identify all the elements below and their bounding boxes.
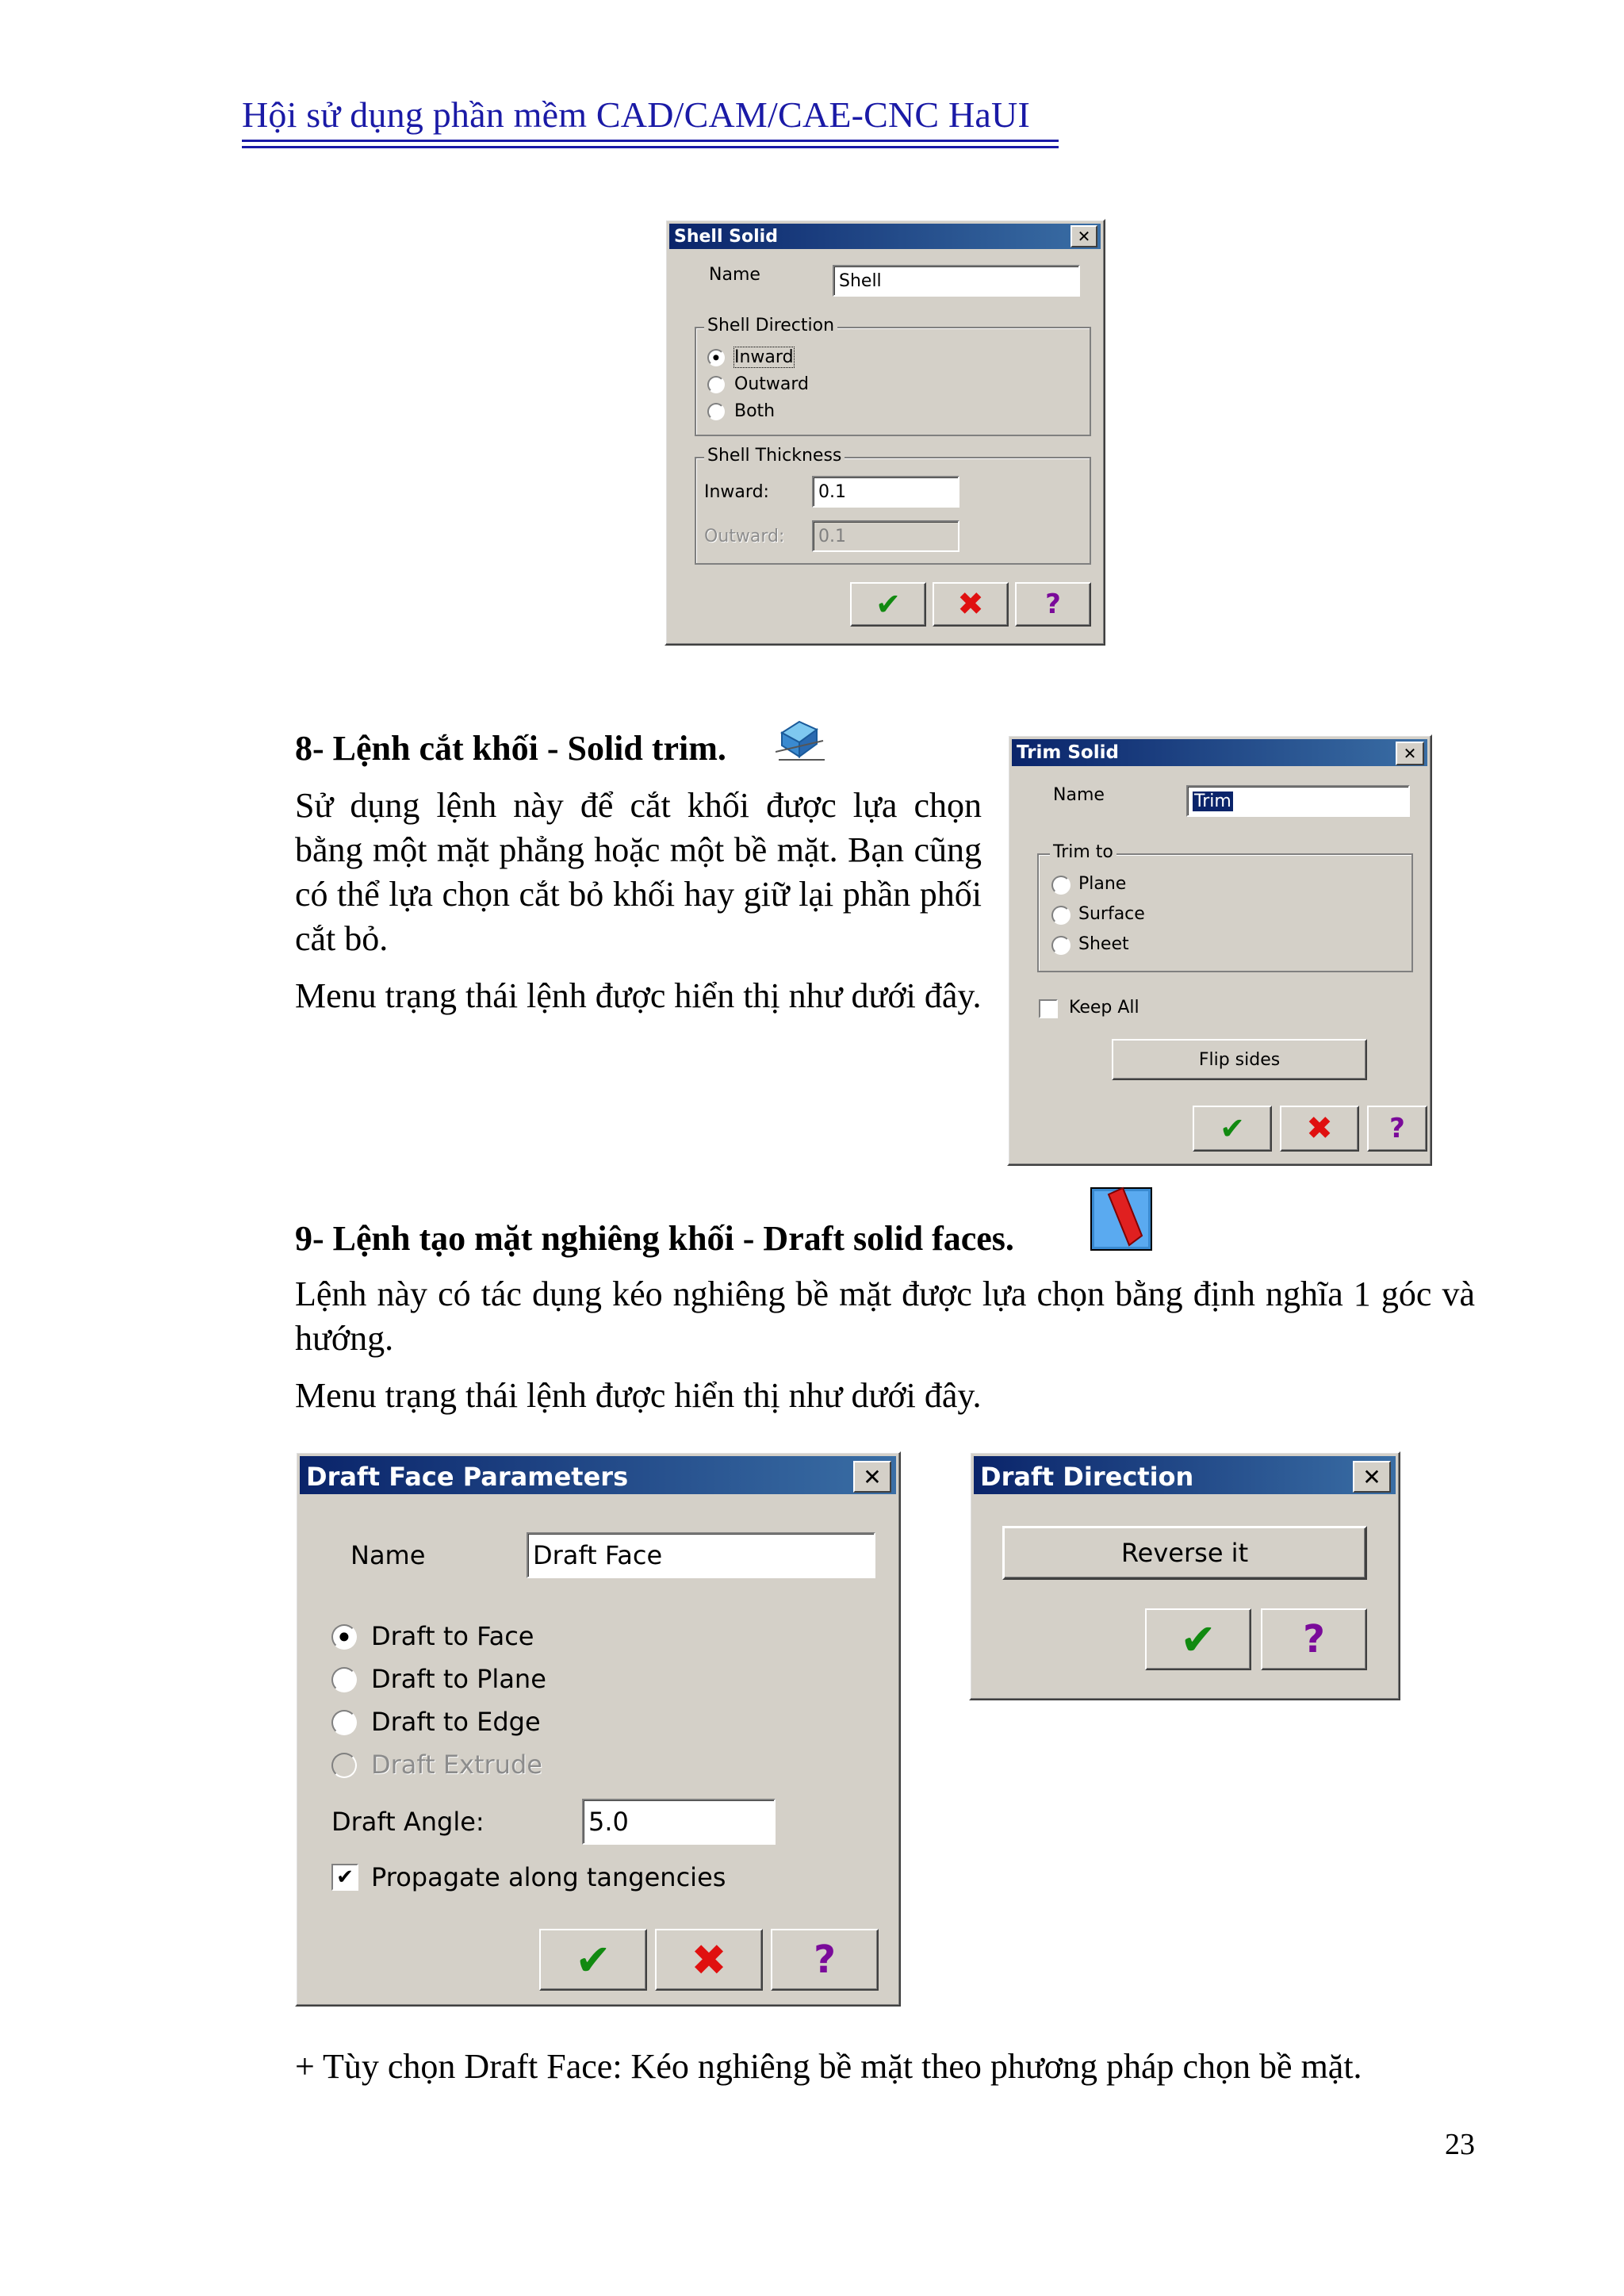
ok-button[interactable]: ✔ bbox=[850, 582, 926, 627]
radio-both[interactable] bbox=[707, 403, 725, 420]
draft-angle-value: 5.0 bbox=[588, 1807, 629, 1837]
cancel-button[interactable]: ✖ bbox=[933, 582, 1009, 627]
ok-button[interactable]: ✔ bbox=[1193, 1106, 1272, 1152]
trim-dialog-title: Trim Solid bbox=[1017, 742, 1119, 763]
radio-surface-label: Surface bbox=[1078, 904, 1145, 924]
ok-button[interactable]: ✔ bbox=[539, 1929, 647, 1991]
section-9-text bbox=[295, 1272, 1475, 1418]
page-number: 23 bbox=[1445, 2128, 1475, 2161]
propagate-checkbox[interactable]: ✔ bbox=[331, 1864, 358, 1891]
trim-title-bar bbox=[1012, 739, 1427, 766]
radio-draft-to-face-label: Draft to Face bbox=[371, 1621, 534, 1651]
radio-draft-to-face[interactable] bbox=[331, 1624, 357, 1650]
radio-sheet[interactable] bbox=[1051, 936, 1071, 955]
draft-angle-label: Draft Angle: bbox=[331, 1807, 485, 1837]
shell-title-bar bbox=[669, 224, 1101, 249]
keep-all-label: Keep All bbox=[1069, 998, 1139, 1018]
draft-name-field[interactable] bbox=[527, 1532, 875, 1578]
draft-face-option-note: + Tùy chọn Draft Face: Kéo nghiêng bề mặt theo phương pháp chọn bề mặt. bbox=[295, 2047, 1362, 2086]
radio-inward-label: Inward bbox=[734, 347, 794, 367]
flip-sides-label: Flip sides bbox=[1198, 1049, 1281, 1070]
help-button[interactable]: ? bbox=[1015, 582, 1091, 627]
radio-surface[interactable] bbox=[1051, 906, 1071, 925]
radio-draft-to-plane-label: Draft to Plane bbox=[371, 1664, 546, 1694]
inward-thickness-value: 0.1 bbox=[818, 481, 846, 502]
draft-angle-field[interactable] bbox=[582, 1799, 776, 1845]
radio-draft-extrude bbox=[331, 1753, 357, 1778]
shell-thickness-label: Shell Thickness bbox=[704, 446, 845, 466]
outward-thickness-label: Outward: bbox=[704, 527, 785, 546]
help-button[interactable]: ? bbox=[771, 1929, 879, 1991]
header-underline bbox=[242, 140, 1059, 142]
draft-face-dialog bbox=[295, 1451, 901, 2007]
section-9-heading: 9- Lệnh tạo mặt nghiêng khối - Draft solid faces. bbox=[295, 1219, 1014, 1258]
help-button[interactable]: ? bbox=[1367, 1106, 1427, 1152]
trim-name-value: Trim bbox=[1194, 791, 1231, 811]
draft-name-label: Name bbox=[350, 1540, 426, 1570]
direction-dialog-title: Draft Direction bbox=[980, 1462, 1194, 1492]
inward-thickness-field[interactable] bbox=[812, 476, 959, 508]
close-icon[interactable]: ✕ bbox=[1071, 225, 1097, 247]
shell-name-field[interactable] bbox=[833, 265, 1080, 297]
solid-trim-icon bbox=[776, 717, 826, 765]
trim-name-field[interactable] bbox=[1186, 785, 1410, 817]
cancel-button[interactable]: ✖ bbox=[1280, 1106, 1359, 1152]
draft-direction-dialog bbox=[969, 1451, 1400, 1700]
radio-sheet-label: Sheet bbox=[1078, 934, 1129, 954]
flip-sides-button[interactable] bbox=[1112, 1039, 1367, 1080]
header-underline-2 bbox=[242, 146, 1059, 148]
shell-dialog-title: Shell Solid bbox=[674, 227, 778, 247]
draft-faces-icon bbox=[1090, 1186, 1153, 1251]
radio-plane-label: Plane bbox=[1078, 874, 1127, 894]
radio-draft-to-edge[interactable] bbox=[331, 1710, 357, 1735]
radio-draft-to-edge-label: Draft to Edge bbox=[371, 1707, 541, 1737]
section-8-text bbox=[295, 784, 982, 1018]
cancel-button[interactable]: ✖ bbox=[655, 1929, 763, 1991]
draft-dialog-title: Draft Face Parameters bbox=[306, 1462, 629, 1492]
radio-both-label: Both bbox=[734, 401, 776, 421]
radio-draft-extrude-label: Draft Extrude bbox=[371, 1750, 542, 1780]
outward-thickness-value: 0.1 bbox=[818, 526, 846, 546]
trim-solid-dialog bbox=[1007, 734, 1432, 1166]
draft-name-value: Draft Face bbox=[533, 1540, 663, 1570]
radio-draft-to-plane[interactable] bbox=[331, 1667, 357, 1692]
outward-thickness-field bbox=[812, 520, 959, 552]
shell-name-label: Name bbox=[709, 265, 760, 285]
help-button[interactable]: ? bbox=[1261, 1608, 1367, 1670]
direction-title-bar bbox=[974, 1456, 1396, 1494]
trim-name-label: Name bbox=[1053, 785, 1105, 805]
section-8-para2: Menu trạng thái lệnh được hiển thị như dưới đây. bbox=[295, 976, 982, 1015]
section-9-para2: Menu trạng thái lệnh được hiển thị như dưới đây. bbox=[295, 1376, 982, 1415]
reverse-it-button[interactable] bbox=[1002, 1526, 1367, 1580]
propagate-label: Propagate along tangencies bbox=[371, 1862, 726, 1892]
close-icon[interactable]: ✕ bbox=[1353, 1461, 1391, 1493]
draft-title-bar bbox=[300, 1456, 896, 1494]
ok-button[interactable]: ✔ bbox=[1145, 1608, 1251, 1670]
radio-plane[interactable] bbox=[1051, 876, 1071, 895]
section-8-heading: 8- Lệnh cắt khối - Solid trim. bbox=[295, 729, 726, 768]
reverse-it-label: Reverse it bbox=[1120, 1538, 1249, 1568]
inward-thickness-label: Inward: bbox=[704, 482, 769, 502]
keep-all-checkbox[interactable] bbox=[1039, 999, 1058, 1018]
trim-to-label: Trim to bbox=[1050, 842, 1116, 862]
page-header: Hội sử dụng phần mềm CAD/CAM/CAE-CNC HaUI bbox=[242, 94, 1030, 135]
section-9-para1: Lệnh này có tác dụng kéo nghiêng bề mặt được lựa chọn bằng định nghĩa 1 góc và hướng. bbox=[295, 1274, 1475, 1358]
close-icon[interactable]: ✕ bbox=[1396, 742, 1424, 765]
radio-outward[interactable] bbox=[707, 376, 725, 393]
close-icon[interactable]: ✕ bbox=[853, 1461, 891, 1493]
radio-inward[interactable] bbox=[707, 349, 725, 366]
shell-name-value: Shell bbox=[839, 270, 882, 291]
shell-solid-dialog bbox=[665, 219, 1105, 646]
radio-outward-label: Outward bbox=[734, 374, 809, 394]
section-8-para1: Sử dụng lệnh này để cắt khối được lựa chọn bằng một mặt phẳng hoặc một bề mặt. Bạn cũng có thể lựa chọn cắt bỏ khối hay giữ lại phần phối cắt bỏ. bbox=[295, 786, 982, 958]
shell-direction-label: Shell Direction bbox=[704, 316, 837, 335]
